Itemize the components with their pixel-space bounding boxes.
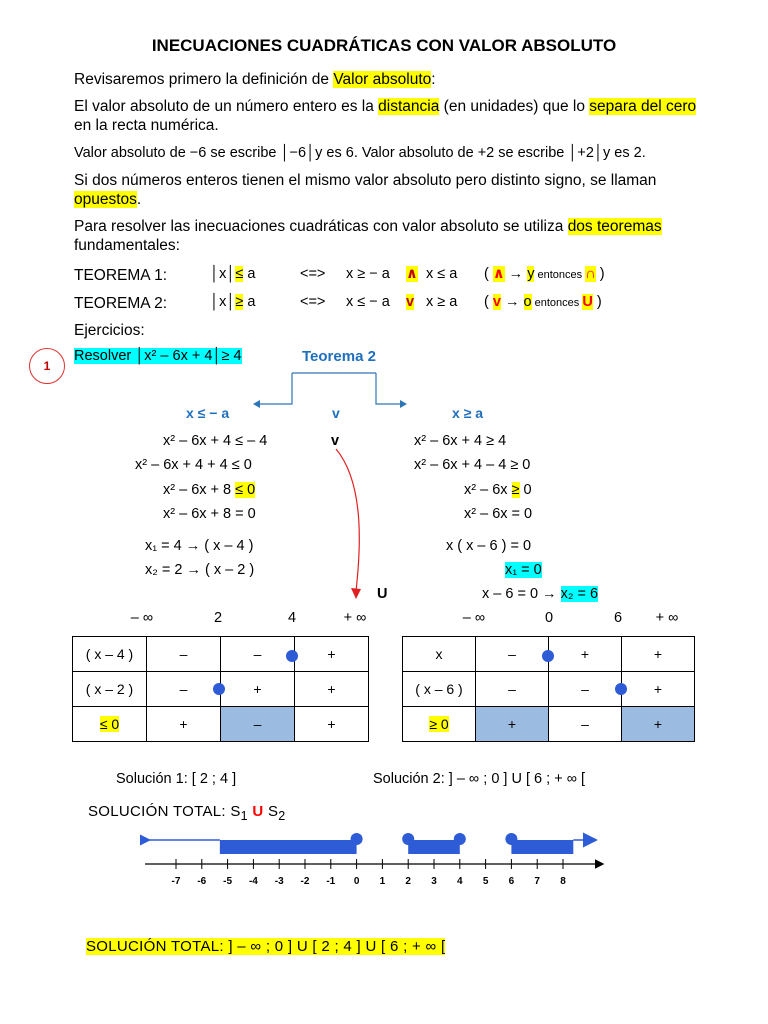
theorem-2-eq: <=> (300, 294, 326, 310)
table2-axis-6: 6 (613, 610, 623, 626)
cell: + (549, 637, 622, 672)
highlight: ≤ 0 (99, 716, 120, 732)
intro-line-5 (74, 217, 662, 236)
theorem-1-rhs-a: x ≥ − a (346, 266, 390, 282)
row-label: ( x – 2 ) (73, 672, 147, 707)
solution-bar (408, 840, 460, 854)
intro-line-2b: en la recta numérica. (74, 117, 219, 134)
tick-label: 4 (457, 876, 463, 887)
tick-label: -3 (274, 876, 284, 887)
highlight-dos-teoremas: dos teoremas (567, 218, 662, 235)
table2-axis-neg-inf: – ∞ (462, 610, 486, 626)
tick-label: -6 (197, 876, 207, 887)
highlight: x₂ = 6 (560, 586, 599, 602)
table1-axis-neg-inf: – ∞ (130, 610, 154, 626)
final-solution: SOLUCIÓN TOTAL: ] – ∞ ; 0 ] U [ 2 ; 4 ] U [ 6 ; + ∞ [ (86, 938, 446, 955)
theorem-2-note: ( v → o entonces U ) (484, 294, 602, 310)
closed-endpoint (402, 833, 414, 845)
text: : (431, 71, 436, 88)
note-word: y (527, 266, 535, 282)
cell: – (147, 672, 221, 707)
highlight: ≥ (511, 482, 520, 498)
note-set-op: ∩ (585, 266, 596, 282)
left-step-2: x² – 6x + 4 + 4 ≤ 0 (135, 457, 252, 473)
closed-endpoint (505, 833, 517, 845)
number-line (140, 828, 610, 888)
cell: + (221, 672, 295, 707)
left-step-1: x² – 6x + 4 ≤ – 4 (163, 433, 268, 449)
theorem-2-rhs-b: x ≥ a (426, 294, 458, 310)
highlight: ≤ (235, 266, 244, 282)
solution-2: Solución 2: ] – ∞ ; 0 ] U [ 6 ; + ∞ [ (373, 771, 586, 787)
sub: 1 (240, 809, 248, 823)
theorem-2-rhs-a: x ≤ − a (346, 294, 390, 310)
text: . (136, 191, 142, 208)
tick-label: -1 (326, 876, 336, 887)
text: Revisaremos primero la definición de (74, 71, 334, 88)
total-label (88, 803, 286, 823)
intro-line-3: Valor absoluto de −6 se escribe │−6│y es 6. Valor absoluto de +2 se escribe │+2│y es 2. (74, 145, 646, 161)
left-root-1: x₁ = 4 → ( x – 4 ) (145, 538, 254, 554)
tick-label: -2 (300, 876, 310, 887)
arrow-curve (336, 449, 359, 591)
cell: + (622, 637, 695, 672)
exercises-label: Ejercicios: (74, 322, 145, 339)
theorem-2-label: TEOREMA 2: (74, 295, 168, 312)
right-step-2: x² – 6x + 4 – 4 ≥ 0 (414, 457, 531, 473)
text: entonces (534, 269, 586, 281)
root-dot (286, 650, 298, 662)
text: SOLUCIÓN TOTAL: S (88, 803, 241, 820)
tick-label: 2 (405, 876, 411, 887)
theorem-1-label: TEOREMA 1: (74, 267, 168, 284)
row-label: x (403, 637, 476, 672)
theorem-1-eq: <=> (300, 266, 326, 282)
sub: 2 (278, 809, 286, 823)
table-row (73, 707, 369, 742)
or-sign: v (331, 433, 340, 449)
highlight: ≤ 0 (235, 482, 256, 498)
cell: – (221, 707, 295, 742)
text: │x│ (210, 294, 236, 310)
row-label (73, 707, 147, 742)
table2-axis-0: 0 (544, 610, 554, 626)
text: a (243, 266, 256, 282)
left-branch-line (258, 373, 292, 404)
right-root-1: x₁ = 0 (505, 562, 542, 578)
intro-line-1 (74, 70, 436, 89)
theorem-2-ineq (210, 294, 255, 310)
exercise-theorem: Teorema 2 (302, 348, 376, 365)
highlight: ≥ 0 (429, 716, 449, 732)
union: U (247, 803, 268, 820)
cell: + (295, 707, 369, 742)
right-root-2 (482, 586, 598, 602)
union-sign: U (377, 586, 388, 602)
text: x² – 6x + 8 (163, 482, 236, 498)
tick-label: 7 (534, 876, 540, 887)
intro-line-5b: fundamentales: (74, 237, 180, 254)
tick-label: -7 (171, 876, 181, 887)
text: a (243, 294, 256, 310)
left-branch-head: x ≤ − a (186, 405, 230, 421)
right-step-1: x² – 6x + 4 ≥ 4 (414, 433, 507, 449)
solution-bars (148, 833, 595, 854)
solution-bar (220, 840, 357, 854)
cell: – (221, 637, 295, 672)
cell: – (147, 637, 221, 672)
cell: + (295, 672, 369, 707)
cell: + (622, 672, 695, 707)
left-root-2: x₂ = 2 → ( x – 2 ) (145, 562, 255, 578)
right-factor: x ( x – 6 ) = 0 (446, 538, 532, 554)
cell: + (295, 637, 369, 672)
text: S (267, 803, 279, 820)
root-dot (615, 683, 627, 695)
left-step-3 (163, 482, 255, 498)
intro-line-4b (74, 190, 141, 209)
highlight-separa: separa del cero (589, 98, 697, 115)
text: → (504, 266, 528, 282)
cell: + (622, 707, 695, 742)
table-row (403, 672, 695, 707)
table1-axis-4: 4 (287, 610, 297, 626)
branch-arrows (250, 370, 410, 410)
cell: – (476, 672, 549, 707)
highlight: ≥ (235, 294, 244, 310)
cell: – (549, 707, 622, 742)
theorem-1-note: ( ∧ → y entonces ∩ ) (484, 266, 605, 282)
right-step-4: x² – 6x = 0 (464, 506, 533, 522)
mid-branch-head: v (332, 405, 340, 421)
text: Para resolver las inecuaciones cuadráticas con valor absoluto se utiliza (74, 218, 568, 235)
tick-label: 6 (508, 876, 515, 887)
highlight-distancia: distancia (378, 98, 440, 115)
closed-endpoint (454, 833, 466, 845)
tick-label: 3 (431, 876, 437, 887)
cell: + (476, 707, 549, 742)
tick-label: -4 (248, 876, 258, 887)
left-step-4: x² – 6x + 8 = 0 (163, 506, 256, 522)
text: entonces (531, 297, 583, 309)
cell: – (476, 637, 549, 672)
tick-label: -5 (223, 876, 233, 887)
tick-label: 8 (560, 876, 566, 887)
page-title: INECUACIONES CUADRÁTICAS CON VALOR ABSOLUTO (151, 36, 617, 55)
note-set-op: U (582, 294, 593, 310)
theorem-1-ineq (210, 266, 255, 282)
highlight-opuestos: opuestos (74, 191, 137, 208)
right-branch-line (376, 373, 402, 404)
text: El valor absoluto de un número entero es la (74, 98, 379, 115)
row-label (403, 707, 476, 742)
theorem-2-op: v (406, 294, 415, 310)
intro-line-2 (74, 97, 696, 116)
table1-axis-2: 2 (213, 610, 223, 626)
red-curved-arrow (330, 445, 370, 605)
right-branch-head: x ≥ a (452, 405, 484, 421)
solution-1: Solución 1: [ 2 ; 4 ] (116, 771, 237, 787)
closed-endpoint (351, 833, 363, 845)
exercise-statement: Resolver │x² – 6x + 4│≥ 4 (74, 348, 242, 364)
arrow-head (351, 588, 361, 599)
text: x – 6 = 0 → (482, 586, 561, 602)
text: x² – 6x (464, 482, 512, 498)
table2-axis-pos-inf: + ∞ (655, 610, 679, 626)
right-step-3 (464, 482, 532, 498)
table-row (403, 707, 695, 742)
intro-line-4: Si dos números enteros tienen el mismo valor absoluto pero distinto signo, se llaman (74, 172, 657, 189)
tick-label: 1 (379, 876, 386, 887)
table-row (73, 637, 369, 672)
note-symbol: ∧ (492, 266, 505, 282)
solution-bar (511, 840, 573, 854)
left-arrow-head (253, 400, 260, 408)
right-arrow-head (400, 400, 407, 408)
text: 0 (519, 482, 532, 498)
highlight-valor-absoluto: Valor absoluto (333, 71, 432, 88)
root-dot (213, 683, 225, 695)
note-word: o (523, 294, 532, 310)
cell: + (147, 707, 221, 742)
text: (en unidades) que lo (439, 98, 590, 115)
cell: – (549, 672, 622, 707)
row-label: ( x – 4 ) (73, 637, 147, 672)
theorem-1-op: ∧ (406, 266, 418, 282)
ticks (172, 859, 567, 887)
root-dot (542, 650, 554, 662)
tick-label: 0 (353, 876, 360, 887)
text: → (500, 294, 524, 310)
note-symbol: v (492, 294, 501, 310)
text: │x│ (210, 266, 236, 282)
exercise-number-badge: 1 (29, 348, 65, 384)
tick-label: 5 (482, 876, 489, 887)
row-label: ( x – 6 ) (403, 672, 476, 707)
theorem-1-rhs-b: x ≤ a (426, 266, 458, 282)
table1-axis-pos-inf: + ∞ (343, 610, 367, 626)
